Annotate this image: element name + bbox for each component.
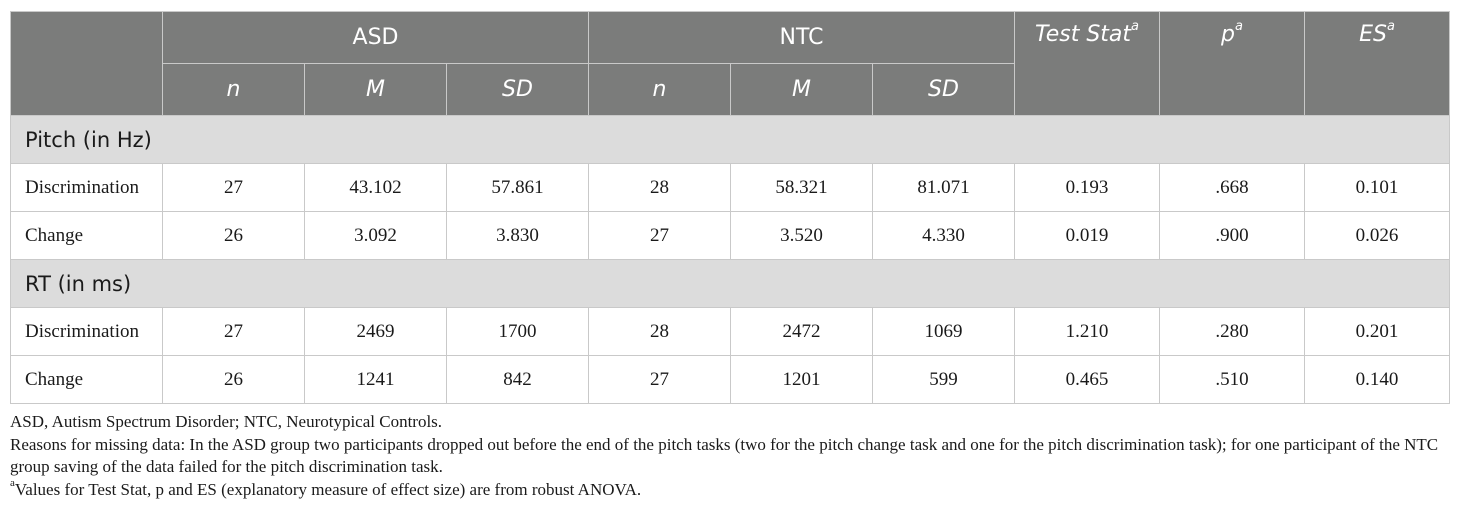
cell-asd-sd: 3.830 (447, 212, 589, 260)
section-title: RT (in ms) (11, 260, 1450, 308)
cell-asd-m: 1241 (305, 356, 447, 404)
header-asd: ASD (163, 12, 589, 64)
cell-asd-sd: 57.861 (447, 164, 589, 212)
cell-p: .900 (1160, 212, 1305, 260)
cell-asd-m: 2469 (305, 308, 447, 356)
cell-p: .668 (1160, 164, 1305, 212)
cell-asd-n: 26 (163, 212, 305, 260)
cell-test-stat: 0.465 (1015, 356, 1160, 404)
cell-ntc-sd: 1069 (873, 308, 1015, 356)
footnote-marker: a (1386, 18, 1395, 34)
cell-asd-m: 43.102 (305, 164, 447, 212)
row-label: Change (11, 356, 163, 404)
table-row (11, 356, 1450, 404)
cell-test-stat: 0.019 (1015, 212, 1160, 260)
results-table (10, 11, 1450, 404)
table-body (11, 116, 1450, 404)
cell-ntc-m: 58.321 (731, 164, 873, 212)
table-row (11, 212, 1450, 260)
cell-ntc-n: 27 (589, 212, 731, 260)
cell-test-stat: 1.210 (1015, 308, 1160, 356)
row-label: Discrimination (11, 308, 163, 356)
cell-p: .280 (1160, 308, 1305, 356)
cell-ntc-sd: 4.330 (873, 212, 1015, 260)
missing-data-note: Reasons for missing data: In the ASD group two participants dropped out before the end of the pitch tasks (two for the pitch change task and one for the pitch discrimination task); for one participant of the NTC group saving of the data failed for the pitch discrimination task. (10, 434, 1439, 476)
cell-test-stat: 0.193 (1015, 164, 1160, 212)
header-test-stat (1015, 12, 1160, 116)
header-p (1160, 12, 1305, 116)
header-ntc: NTC (589, 12, 1015, 64)
cell-asd-m: 3.092 (305, 212, 447, 260)
table-row (11, 308, 1450, 356)
cell-asd-n: 26 (163, 356, 305, 404)
cell-es: 0.140 (1305, 356, 1450, 404)
header-asd-n: n (163, 64, 305, 116)
header-es (1305, 12, 1450, 116)
footnote-a (10, 476, 1450, 502)
cell-p: .510 (1160, 356, 1305, 404)
table-notes (10, 411, 1450, 501)
header-es-label: ES (1359, 22, 1387, 47)
cell-asd-n: 27 (163, 308, 305, 356)
footnote-marker: a (1131, 18, 1140, 34)
header-asd-m: M (305, 64, 447, 116)
cell-asd-n: 27 (163, 164, 305, 212)
footnote-marker: a (10, 476, 15, 489)
footnote-text: Values for Test Stat, p and ES (explanatory measure of effect size) are from robust ANOVA. (14, 479, 642, 499)
table-header (11, 12, 1450, 116)
cell-ntc-n: 28 (589, 308, 731, 356)
cell-es: 0.101 (1305, 164, 1450, 212)
header-p-label: p (1221, 22, 1236, 47)
cell-ntc-sd: 81.071 (873, 164, 1015, 212)
header-asd-sd: SD (447, 64, 589, 116)
cell-ntc-sd: 599 (873, 356, 1015, 404)
section-row-rt (11, 260, 1450, 308)
section-title: Pitch (in Hz) (11, 116, 1450, 164)
header-ntc-m: M (731, 64, 873, 116)
header-ntc-sd: SD (873, 64, 1015, 116)
cell-es: 0.201 (1305, 308, 1450, 356)
section-row-pitch (11, 116, 1450, 164)
cell-ntc-m: 3.520 (731, 212, 873, 260)
cell-ntc-m: 2472 (731, 308, 873, 356)
cell-asd-sd: 842 (447, 356, 589, 404)
row-label: Change (11, 212, 163, 260)
header-ntc-n: n (589, 64, 731, 116)
abbreviations-note: ASD, Autism Spectrum Disorder; NTC, Neurotypical Controls. (10, 412, 443, 431)
cell-ntc-n: 28 (589, 164, 731, 212)
cell-ntc-n: 27 (589, 356, 731, 404)
footnote-marker: a (1235, 18, 1243, 34)
cell-asd-sd: 1700 (447, 308, 589, 356)
row-label: Discrimination (11, 164, 163, 212)
cell-ntc-m: 1201 (731, 356, 873, 404)
table-row (11, 164, 1450, 212)
cell-es: 0.026 (1305, 212, 1450, 260)
header-test-stat-label: Test Stat (1035, 22, 1132, 47)
header-corner (11, 12, 163, 116)
